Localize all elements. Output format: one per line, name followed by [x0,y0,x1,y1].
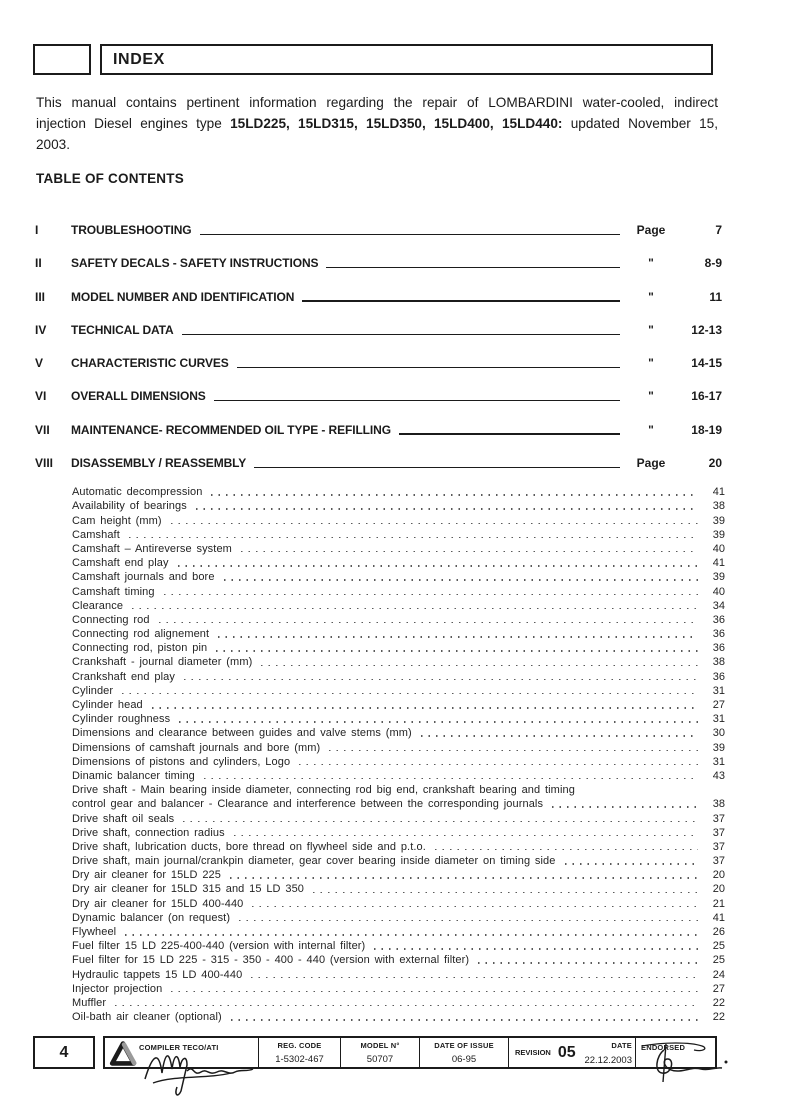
chapter-page-number: 11 [709,289,722,304]
index-entry-page: 39 [712,528,725,541]
chapter-page-label: " [648,256,654,271]
index-entry-page: 40 [712,542,725,555]
chapter-page-number: 8-9 [704,256,722,271]
index-entry-title: Dimensions of camshaft journals and bore (mm) [72,741,321,754]
dot-leader [421,735,698,736]
index-entry-page: 31 [712,713,725,726]
index-entry-page: 36 [712,613,725,626]
index-entry-page: 21 [712,897,725,910]
index-entry-title: Crankshaft end play [72,670,175,683]
dot-leader [171,523,698,524]
toc-heading: TABLE OF CONTENTS [36,171,184,186]
index-entry-page: 36 [712,642,725,655]
dot-leader [164,594,698,595]
index-entry-row-wrapped [72,782,725,796]
index-entry-title: Dimensions of pistons and cylinders, Logo [72,755,291,768]
dot-leader [565,863,699,864]
index-entry-title: Drive shaft - Main bearing inside diameter, connecting rod big end, crankshaft bearing and timing [72,784,575,797]
chapter-page-label: Page [636,456,666,471]
dot-leader [552,806,698,807]
index-entry-title: Automatic decompression [72,486,203,499]
index-entry-page: 38 [712,500,725,513]
chapter-row [35,224,722,237]
index-entry-title: Connecting rod, piston pin [72,642,208,655]
index-entry-page: 39 [712,514,725,527]
model-number-value: 50707 [366,1054,394,1065]
index-entry-row [72,739,725,753]
index-entry-page: 37 [712,840,725,853]
footer-model-cell [341,1038,420,1067]
intro-paragraph [36,92,718,155]
dot-leader [204,778,698,779]
index-entry-page: 41 [712,486,725,499]
dot-leader [435,849,698,850]
chapter-title: CHARACTERISTIC CURVES [71,356,229,371]
index-entry-page: 40 [712,585,725,598]
index-entry-row [72,981,725,995]
index-entry-page: 31 [712,755,725,768]
dot-leader [299,764,698,765]
dot-leader [216,650,698,651]
chapter-rule-line [200,234,621,235]
index-entry-title: Hydraulic tappets 15 LD 400-440 [72,968,243,981]
index-entry-row [72,952,725,966]
chapter-row [35,257,722,270]
intro-text-pre: This manual contains pertinent information regarding the repair of LOMBARDINI water-cooled, indirect injection Diesel engines type [36,95,718,131]
chapter-title: DISASSEMBLY / REASSEMBLY [71,456,247,471]
chapter-rule-line [399,433,620,434]
dot-leader [115,1005,698,1006]
index-entry-row [72,612,725,626]
dot-leader [184,679,698,680]
chapter-page-number: 7 [715,223,722,237]
index-entry-title: Cylinder [72,684,114,697]
index-entry-row [72,697,725,711]
dot-leader [122,693,698,694]
dot-leader [234,835,698,836]
index-entry-title: Camshaft journals and bore [72,571,215,584]
dot-leader [171,991,698,992]
dot-leader [196,508,698,509]
chapter-numeral: I [35,223,39,237]
index-entry-row [72,895,725,909]
footer-endorsed-cell [636,1038,715,1067]
chapter-title: MAINTENANCE- RECOMMENDED OIL TYPE - REFILLING [71,422,391,437]
dot-leader [239,920,698,921]
dot-leader [152,707,698,708]
dot-leader [183,821,698,822]
chapter-page-label: " [648,356,654,371]
revision-value: 05 [557,1043,576,1061]
chapter-rule-line [214,400,620,401]
chapter-numeral: IV [35,322,47,337]
chapter-row [35,390,722,403]
index-entry-page: 31 [712,684,725,697]
dot-leader [241,551,698,552]
chapter-row [35,424,722,437]
chapter-page-label: " [648,389,654,404]
chapter-rule-line [237,367,620,368]
index-entry-row [72,725,725,739]
index-entry-title: Drive shaft, lubrication ducts, bore thread on flywheel side and p.t.o. [72,840,426,853]
intro-engine-models: 15LD225, 15LD315, 15LD350, 15LD400, 15LD440: [230,116,563,131]
index-entry-row [72,995,725,1009]
index-entry-row [72,966,725,980]
index-entry-title: Drive shaft, main journal/crankpin diameter, gear cover bearing inside diameter on timing side [72,855,556,868]
date-of-issue-label: DATE OF ISSUE [434,1040,494,1050]
footer-revision-cell [509,1038,636,1067]
index-entry-title: Camshaft – Antireverse system [72,542,232,555]
index-entry-row [72,796,725,810]
index-entry-page: 26 [712,926,725,938]
chapter-title: SAFETY DECALS - SAFETY INSTRUCTIONS [71,256,319,271]
chapter-list [35,224,722,490]
dot-leader [329,750,698,751]
index-entry-page: 43 [712,769,725,782]
chapter-numeral: V [35,356,44,371]
index-entry-page: 20 [712,883,725,896]
index-entry-row [72,569,725,583]
index-entry-title: Dry air cleaner for 15LD 225 [72,869,221,882]
index-entry-title: Clearance [72,599,124,612]
model-number-label: MODEL N° [360,1040,400,1050]
index-entry-title: Dinamic balancer timing [72,769,195,782]
chapter-title: OVERALL DIMENSIONS [71,389,206,404]
index-entry-title: Dimensions and clearance between guides and valve stems (mm) [72,727,412,740]
index-entry-page: 36 [712,628,725,641]
index-entry-page: 25 [712,940,725,953]
index-entry-page: 37 [712,826,725,839]
intro-text-post: updated November 15, 2003. [36,116,718,152]
dot-leader [159,622,698,623]
index-entry-row [72,938,725,952]
dot-leader [252,906,698,907]
index-entry-row [72,668,725,682]
chapter-page-label: Page [636,223,666,237]
index-entry-page: 30 [712,727,725,740]
dot-leader [313,892,698,893]
dot-leader [125,934,698,935]
index-entry-title: Injector projection [72,982,163,995]
index-entry-page: 34 [712,599,725,612]
index-entry-page: 36 [712,670,725,683]
index-entry-title: Drive shaft oil seals [72,812,175,825]
footer-date-of-issue-cell [420,1038,509,1067]
page-title: INDEX [113,50,165,68]
footer-info-table [103,1036,717,1069]
page-number: 4 [33,1036,95,1069]
index-entry-page: 37 [712,855,725,868]
chapter-row [35,291,722,304]
index-entry-title: Drive shaft, connection radius [72,826,225,839]
dot-leader [178,565,698,566]
index-entry-row [72,924,725,938]
chapter-rule-line [302,300,620,301]
index-entry-row [72,654,725,668]
index-entry-row [72,839,725,853]
chapter-rule-line [254,467,620,468]
footer-compiler-cell [105,1038,259,1067]
index-entry-row [72,711,725,725]
date-label: DATE [611,1040,632,1050]
chapter-row [35,324,722,337]
index-entry-title: Dynamic balancer (on request) [72,911,231,924]
index-entry-page: 27 [712,982,725,995]
index-entry-page: 20 [712,869,725,882]
index-entry-row [72,555,725,569]
index-entry-row [72,754,725,768]
chapter-title: TROUBLESHOOTING [71,223,192,237]
index-entry-page: 22 [712,1011,725,1024]
index-entry-row [72,810,725,824]
index-entry-row [72,867,725,881]
index-entry-row [72,527,725,541]
dot-leader [132,608,698,609]
compiler-label: COMPILER TECO/ATI [139,1043,219,1052]
dot-leader [251,977,698,978]
reg-code-value: 1-5302-467 [275,1054,324,1065]
chapter-page-number: 16-17 [691,389,722,404]
dot-leader [230,877,698,878]
index-entry-title: Fuel filter 15 LD 225-400-440 (version with internal filter) [72,940,366,953]
footer-reg-code-cell [259,1038,341,1067]
index-entry-row [72,512,725,526]
chapter-numeral: VI [35,389,47,404]
index-entry-row [72,640,725,654]
index-entry-row [72,881,725,895]
index-entry-page: 38 [712,798,725,811]
dot-leader [231,1019,698,1020]
chapter-page-number: 14-15 [691,356,722,371]
dot-leader [224,579,698,580]
index-entry-row [72,484,725,498]
reg-code-label: REG. CODE [277,1040,322,1050]
dot-leader [179,721,698,722]
index-entry-page: 38 [712,656,725,669]
index-entry-title: Availability of bearings [72,500,187,513]
index-entry-title: Camshaft timing [72,585,155,598]
index-entry-title: Dry air cleaner for 15LD 315 and 15 LD 350 [72,883,305,896]
dot-leader [478,962,698,963]
dot-leader [211,494,698,495]
index-entry-page: 41 [712,557,725,570]
chapter-numeral: VIII [35,456,54,471]
dot-leader [261,665,698,666]
index-entry-row [72,626,725,640]
index-entry-row [72,1009,725,1023]
chapter-numeral: II [35,256,42,271]
chapter-rule-line [326,267,620,268]
index-entry-title: Fuel filter for 15 LD 225 - 315 - 350 - 400 - 440 (version with external filter) [72,954,470,967]
date-of-issue-value: 06-95 [451,1054,477,1065]
dot-leader [218,636,698,637]
index-entry-title: Camshaft end play [72,557,169,570]
dot-leader [374,948,698,949]
index-entry-row [72,598,725,612]
index-entry-row [72,853,725,867]
index-entry-row [72,541,725,555]
index-entry-page: 25 [712,954,725,967]
index-entry-page: 27 [712,699,725,711]
index-entry-page: 39 [712,571,725,584]
chapter-page-number: 18-19 [691,422,722,437]
chapter-page-number: 20 [708,456,722,471]
revision-label: REVISION [515,1048,551,1057]
index-entry-row [72,910,725,924]
header-empty-box [33,44,91,75]
index-entry-title: Oil-bath air cleaner (optional) [72,1011,222,1024]
index-entry-list [72,484,725,1023]
index-entry-page: 39 [712,741,725,754]
index-entry-title: Connecting rod [72,613,150,626]
index-entry-title: Connecting rod alignement [72,628,210,641]
index-entry-page: 41 [712,911,725,924]
index-entry-title: Camshaft [72,528,120,541]
index-entry-row [72,768,725,782]
index-entry-title: Muffler [72,996,107,1009]
index-entry-title: Dry air cleaner for 15LD 400-440 [72,897,244,910]
index-entry-row [72,498,725,512]
index-entry-row [72,825,725,839]
index-entry-page: 37 [712,812,725,825]
chapter-page-number: 12-13 [691,322,722,337]
index-entry-title: Cam height (mm) [72,514,162,527]
index-entry-title: Crankshaft - journal diameter (mm) [72,656,253,669]
index-entry-title: Flywheel [72,926,117,938]
dot-leader [129,537,698,538]
chapter-row [35,357,722,370]
chapter-page-label: " [648,422,654,437]
index-entry-title: Cylinder roughness [72,713,171,726]
chapter-title: MODEL NUMBER AND IDENTIFICATION [71,289,295,304]
lombardini-triangle-logo-icon [109,1040,137,1073]
chapter-row [35,457,722,470]
chapter-page-label: " [648,289,654,304]
index-entry-title: Cylinder head [72,699,143,711]
chapter-page-label: " [648,322,654,337]
index-entry-title: control gear and balancer - Clearance and interference between the corresponding journals [72,798,544,811]
chapter-numeral: VII [35,422,50,437]
chapter-rule-line [182,334,620,335]
chapter-numeral: III [35,289,46,304]
date-value: 22.12.2003 [584,1054,632,1066]
index-entry-page: 22 [712,996,725,1009]
chapter-title: TECHNICAL DATA [71,322,174,337]
header-index-box [100,44,713,75]
endorsed-label: ENDORSED [641,1043,686,1052]
index-entry-row [72,583,725,597]
index-entry-row [72,683,725,697]
index-entry-page: 24 [712,968,725,981]
